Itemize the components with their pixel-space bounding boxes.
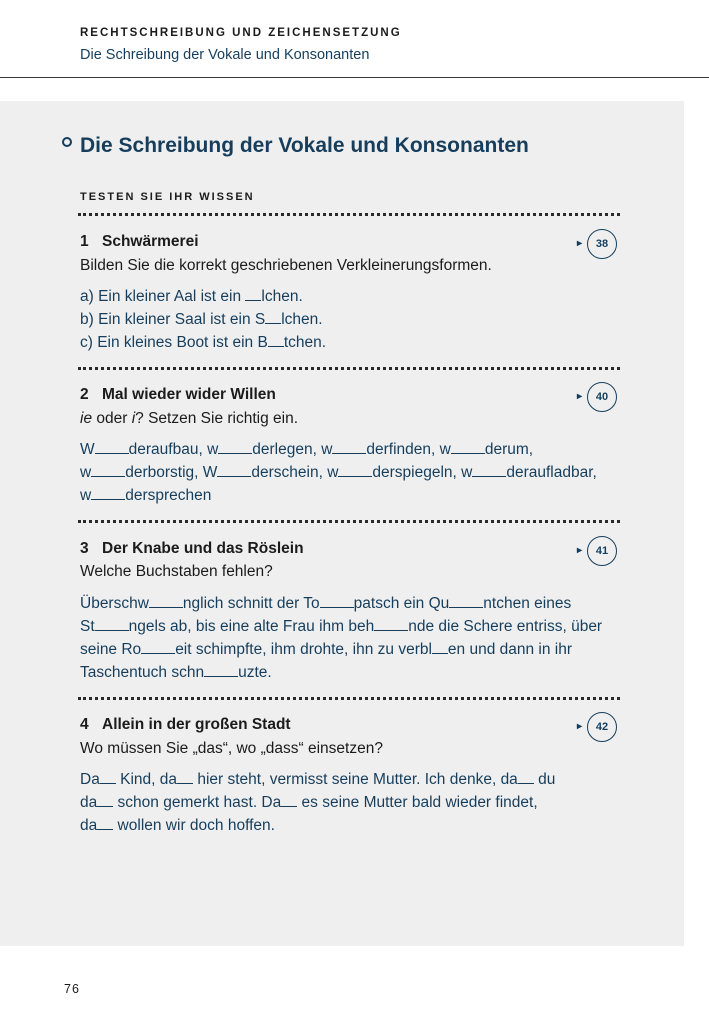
answer-blank[interactable] [265,311,281,324]
line-text: wollen wir doch hoffen. [113,817,275,834]
question-1-body [80,285,625,354]
line-text: b) Ein kleiner Saal ist ein S [80,311,266,328]
exercise-line [80,592,625,615]
line-text: St [80,618,95,635]
exercise-line [80,438,625,461]
page-ref-badge: 40 [587,382,617,412]
question-number: 4 [80,716,89,733]
line-text: da [80,794,98,811]
exercise-line [80,615,625,638]
arrow-icon: ▸ [577,238,583,249]
line-text: nde die Schere entriss, über [408,618,603,635]
arrow-icon: ▸ [577,391,583,402]
line-text: Überschw [80,595,149,612]
line-text: tchen. [283,334,327,351]
page-ref-badge: 38 [587,229,617,259]
line-text: du [533,771,556,788]
question-number: 1 [80,233,89,250]
answer-blank[interactable] [245,288,261,301]
line-text: ngels ab, bis eine alte Frau ihm beh [128,618,375,635]
line-text: W [80,441,95,458]
line-text: deraufladbar, [506,464,597,481]
line-text: derlegen, w [252,441,333,458]
instruction-italic: i [131,410,136,427]
line-text: derspiegeln, w [372,464,473,481]
answer-blank[interactable] [320,595,354,608]
question-3-ref[interactable] [577,536,627,566]
question-2-ref[interactable] [577,382,627,412]
answer-blank[interactable] [217,464,251,477]
running-header-subtitle: Die Schreibung der Vokale und Konsonanten [80,47,370,63]
instruction-text: oder [92,410,132,427]
answer-blank[interactable] [91,487,125,500]
section-label: TESTEN SIE IHR WISSEN [80,191,255,203]
answer-blank[interactable] [281,794,297,807]
line-text: derfinden, w [366,441,451,458]
answer-blank[interactable] [141,641,175,654]
exercise-line [80,768,625,791]
question-4-body [80,768,625,837]
answer-blank[interactable] [218,441,252,454]
answer-blank[interactable] [95,618,129,631]
page-number: 76 [64,982,80,996]
arrow-icon: ▸ [577,545,583,556]
exercise-line [80,461,625,484]
line-text: Kind, da [115,771,178,788]
line-text: a) Ein kleiner Aal ist ein [80,288,246,305]
line-text: derum, [484,441,534,458]
line-text: hier steht, vermisst seine Mutter. Ich denke, da [193,771,518,788]
answer-blank[interactable] [338,464,372,477]
line-text: deraufbau, w [128,441,219,458]
answer-blank[interactable] [451,441,485,454]
question-2-title [80,386,276,404]
answer-blank[interactable] [518,771,534,784]
dotted-divider [78,697,620,700]
line-text: lchen. [261,288,303,305]
question-1-instruction: Bilden Sie die korrekt geschriebenen Verkleinerungsformen. [80,257,492,274]
line-text: Taschentuch schn [80,664,205,681]
answer-blank[interactable] [95,441,129,454]
line-text: Da [80,771,100,788]
line-text: en und dann in ihr [447,641,573,658]
question-3-instruction: Welche Buchstaben fehlen? [80,563,273,580]
exercise-line [80,484,625,507]
line-text: patsch ein Qu [353,595,450,612]
answer-blank[interactable] [332,441,366,454]
exercise-line [80,308,625,331]
exercise-line [80,661,625,684]
question-number: 3 [80,540,89,557]
section-title: Die Schreibung der Vokale und Konsonanten [80,134,529,157]
question-1-title [80,233,199,251]
line-text: lchen. [281,311,323,328]
answer-blank[interactable] [177,771,193,784]
answer-blank[interactable] [97,817,113,830]
answer-blank[interactable] [268,334,284,347]
question-4-instruction: Wo müssen Sie „das“, wo „dass“ einsetzen? [80,740,383,757]
line-text: ntchen eines [483,595,572,612]
exercise-line [80,814,625,837]
question-title-text: Der Knabe und das Röslein [102,540,304,557]
instruction-italic: ie [80,410,93,427]
question-3-title [80,540,304,558]
title-bullet-icon [62,137,72,147]
line-text: eit schimpfte, ihm drohte, ihn zu verbl [175,641,432,658]
question-2-instruction [80,410,298,428]
exercise-line [80,285,625,308]
line-text: seine Ro [80,641,142,658]
dotted-divider [78,213,620,216]
exercise-line [80,638,625,661]
question-4-ref[interactable] [577,712,627,742]
question-3-body [80,592,625,684]
line-text: w [80,487,92,504]
exercise-line [80,331,625,354]
question-title-text: Schwärmerei [102,233,199,250]
page-ref-badge: 42 [587,712,617,742]
answer-blank[interactable] [204,664,238,677]
answer-blank[interactable] [149,595,183,608]
running-header-kicker: RECHTSCHREIBUNG UND ZEICHENSETZUNG [80,27,402,39]
dotted-divider [78,367,620,370]
answer-blank[interactable] [91,464,125,477]
question-title-text: Allein in der großen Stadt [102,716,291,733]
line-text: es seine Mutter bald wieder findet, [297,794,538,811]
exercise-line [80,791,625,814]
question-4-title [80,716,291,734]
answer-blank[interactable] [472,464,506,477]
line-text: uzte. [238,664,272,681]
instruction-text: ? Setzen Sie richtig ein. [135,410,299,427]
line-text: nglich schnitt der To [182,595,320,612]
line-text: w [80,464,92,481]
line-text: dersprechen [125,487,212,504]
line-text: schon gemerkt hast. Da [113,794,282,811]
line-text: c) Ein kleines Boot ist ein B [80,334,268,351]
line-text: derborstig, W [125,464,218,481]
question-title-text: Mal wieder wider Willen [102,386,276,403]
header-rule [0,77,709,78]
answer-blank[interactable] [374,618,408,631]
line-text: derschein, w [251,464,339,481]
question-1-ref[interactable] [577,229,627,259]
line-text: da [80,817,98,834]
answer-blank[interactable] [100,771,116,784]
page-ref-badge: 41 [587,536,617,566]
answer-blank[interactable] [432,641,448,654]
answer-blank[interactable] [97,794,113,807]
dotted-divider [78,520,620,523]
question-number: 2 [80,386,89,403]
question-2-body [80,438,625,507]
answer-blank[interactable] [449,595,483,608]
arrow-icon: ▸ [577,721,583,732]
